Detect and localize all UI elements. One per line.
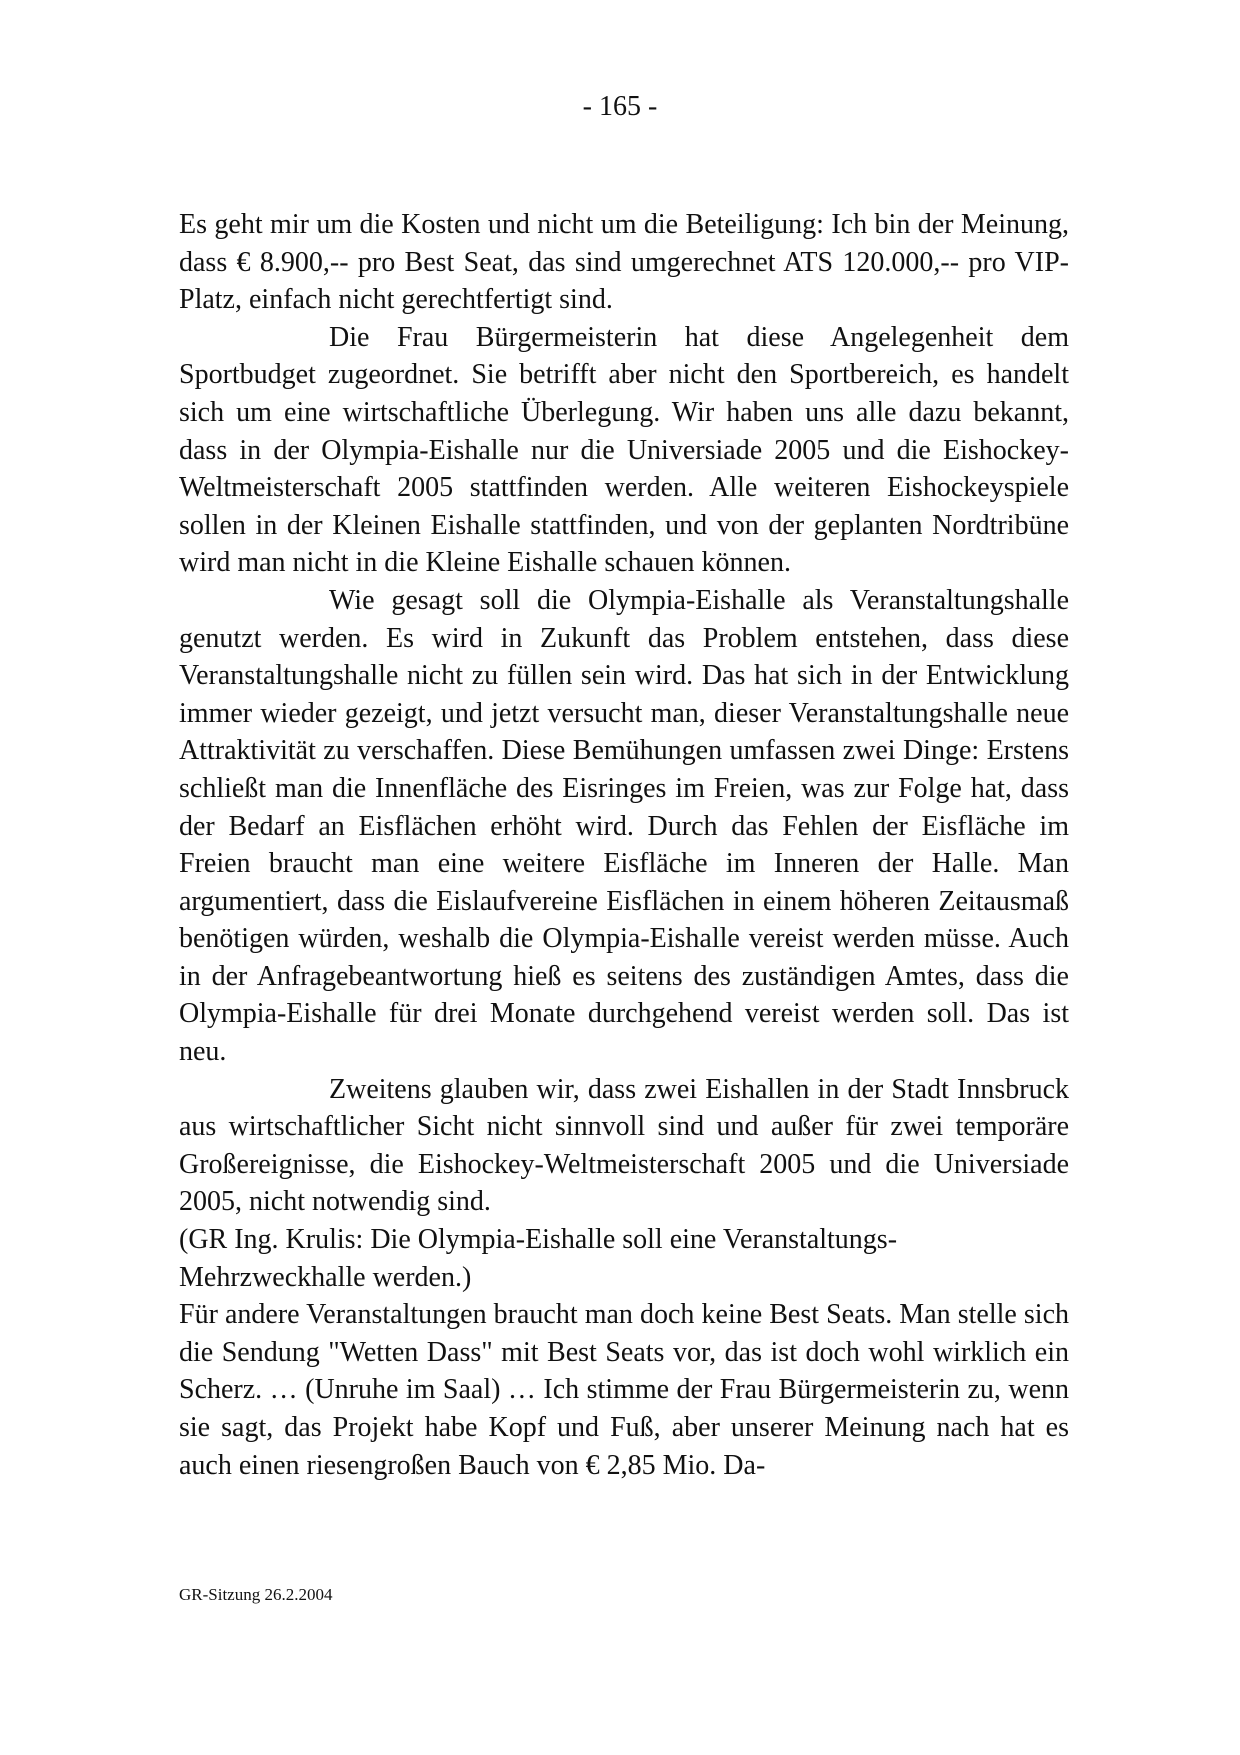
interjection-krulis: (GR Ing. Krulis: Die Olympia-Eishalle soll eine Veranstaltungs-Mehrzweckhalle werden.) bbox=[179, 1224, 898, 1293]
footer-session-date: GR-Sitzung 26.2.2004 bbox=[179, 1585, 333, 1604]
paragraph-event-hall: Wie gesagt soll die Olympia-Eishalle als Veranstaltungshalle genutzt werden. Es wird in Zukunft das Problem entstehen, dass diese Veranstaltungshalle nicht zu füllen sein wird. Das hat sich in der Entwicklung immer wieder gezeigt, und jetzt versucht man, dieser Veranstaltungshalle neue Attraktivität zu verschaffen. Diese Bemühungen umfassen zwei Dinge: Erstens schließt man die Innenfläche des Eisringes im Freien, was zur Folge hat, dass der Bedarf an Eisflächen erhöht wird. Durch das Fehlen der Eisfläche im Freien braucht man eine weitere Eisfläche im Inneren der Halle. Man argumentiert, dass die Eislaufvereine Eisflächen in einem höheren Zeitausmaß benötigen würden, weshalb die Olympia-Eishalle vereist werden müsse. Auch in der Anfragebeantwortung hieß es seitens des zuständigen Amtes, dass die Olympia-Eishalle für drei Monate durchgehend vereist werden soll. Das ist neu. bbox=[179, 584, 1069, 1068]
document-body bbox=[179, 206, 1069, 1484]
page-number: - 165 - bbox=[582, 91, 658, 122]
paragraph-sport-budget: Die Frau Bürgermeisterin hat diese Angelegenheit dem Sportbudget zugeordnet. Sie betrifft aber nicht den Sportbereich, es handelt sich um eine wirtschaftliche Überlegung. Wir haben uns alle dazu bekannt, dass in der Olympia-Eishalle nur die Universiade 2005 und die Eishockey-Weltmeisterschaft 2005 stattfinden werden. Alle weiteren Eishockeyspiele sollen in der Kleinen Eishalle stattfinden, und von der geplanten Nordtribüne wird man nicht in die Kleine Eishalle schauen können. bbox=[179, 321, 1069, 579]
paragraph-best-seats: Für andere Veranstaltungen braucht man doch keine Best Seats. Man stelle sich die Sendung "Wetten Dass" mit Best Seats vor, das ist doch wohl wirklich ein Scherz. … (Unruhe im Saal) … Ich stimme der Frau Bürgermeisterin zu, wenn sie sagt, das Projekt habe Kopf und Fuß, aber unserer Meinung nach hat es auch einen riesengroßen Bauch von € 2,85 Mio. Da- bbox=[179, 1299, 1069, 1481]
paragraph-two-halls: Zweitens glauben wir, dass zwei Eishallen in der Stadt Innsbruck aus wirtschaftlicher Sicht nicht sinnvoll sind und außer für zwei temporäre Großereignisse, die Eishockey-Weltmeisterschaft 2005 und die Universiade 2005, nicht notwendig sind. bbox=[179, 1073, 1069, 1218]
paragraph-costs: Es geht mir um die Kosten und nicht um die Beteiligung: Ich bin der Meinung, dass € 8.900,-- pro Best Seat, das sind umgerechnet ATS 120.000,-- pro VIP-Platz, einfach nicht gerechtfertigt sind. bbox=[179, 209, 1069, 316]
